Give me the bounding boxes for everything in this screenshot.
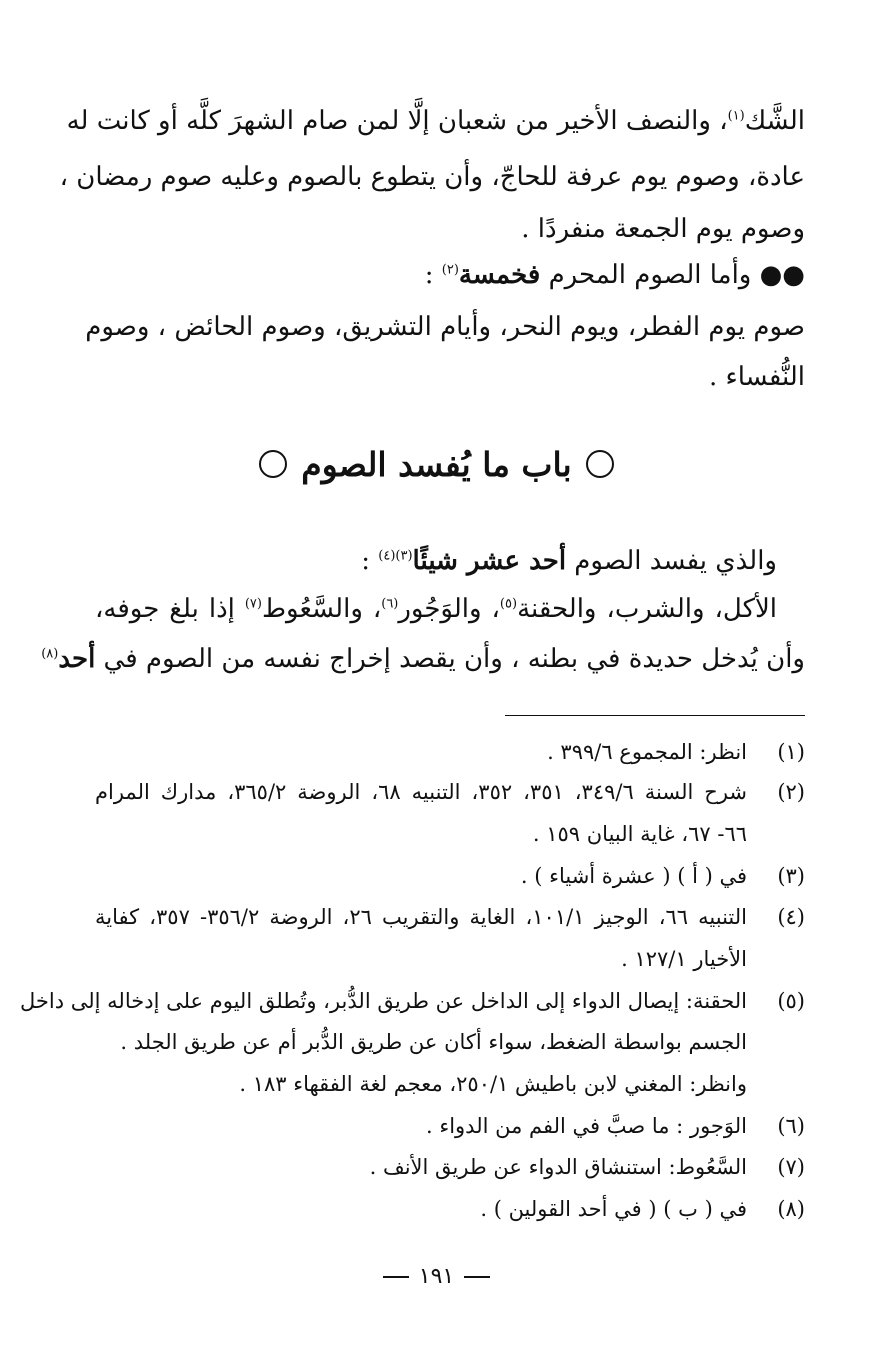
footnote-ref: (٣)(٤): [378, 548, 413, 564]
footnote-number: (٥): [777, 989, 805, 1013]
footnote-text: انظر: المجموع ٣٩٩/٦ .: [547, 740, 747, 764]
page-number-text: ١٩١: [418, 1264, 455, 1289]
footnote-text: شرح السنة ٣٤٩/٦، ٣٥١، ٣٥٢، التنبيه ٦٨، الروضة ٣٦٥/٢، مدارك المرام: [95, 780, 748, 804]
footnote-ref: (٦): [381, 596, 399, 612]
footnote-text: التنبيه ٦٦، الوجيز ١٠١/١، الغاية والتقريب ٢٦، الروضة ٣٥٦/٢- ٣٥٧، كفاية: [95, 905, 747, 929]
footnote-text: في ( ب ) ( في أحد القولين ) .: [480, 1197, 747, 1221]
circle-ornament-icon: [586, 450, 614, 478]
section-heading-text: باب ما يُفسد الصوم: [301, 445, 572, 484]
footnote-number: (٨): [777, 1197, 805, 1221]
footnote-text: الوَجور : ما صبَّ في الفم من الدواء .: [425, 1114, 747, 1138]
footnote-number: (١): [777, 740, 805, 764]
main-text-line: والذي يفسد الصوم أحد عشر شيئًا$^{(٣)(٤)}$ :: [361, 546, 777, 576]
footnote-number: (٧): [777, 1155, 805, 1179]
footnote-number: (٢): [777, 780, 805, 804]
footnote-text: الأخيار ١٢٧/١ .: [621, 947, 747, 971]
footnote-ref: (٥): [499, 596, 518, 612]
footnote-text: الحقنة: إيصال الدواء إلى الداخل عن طريق الدُّبر، وتُطلق اليوم على إدخاله إلى داخل: [20, 989, 747, 1013]
footnote-ref: (١): [727, 108, 745, 124]
footnote-number: (٦): [777, 1114, 805, 1138]
main-text-line: ●● وأما الصوم المحرم فخمسة$^{(٢)}$ :: [424, 260, 805, 290]
main-text-line: وصوم يوم الجمعة منفردًا .: [521, 214, 805, 244]
main-text-line: صوم يوم الفطر، ويوم النحر، وأيام التشريق، وصوم الحائض ، وصوم: [85, 312, 805, 342]
dash-ornament: [383, 1276, 409, 1278]
main-text-line: وأن يُدخل حديدة في بطنه ، وأن يقصد إخراج نفسه من الصوم في أحد$^{(٨)}$: [41, 644, 805, 674]
page-number: [0, 1262, 873, 1292]
footnote-ref: (٧): [244, 596, 262, 612]
main-text-line: الشَّك$^{(١)}$، والنصف الأخير من شعبان إلَّا لمن صام الشهرَ كلَّه أو كانت له: [66, 106, 805, 136]
footnote-text: وانظر: المغني لابن باطيش ٢٥٠/١، معجم لغة الفقهاء ١٨٣ .: [239, 1072, 747, 1096]
footnote-ref: (٢): [441, 262, 459, 278]
footnote-text: في ( أ ) ( عشرة أشياء ) .: [520, 864, 747, 888]
footnote-separator: [505, 715, 805, 716]
footnote-text: السَّعُوط: استنشاق الدواء عن طريق الأنف .: [369, 1155, 747, 1179]
main-text-line: النُّفساء .: [708, 362, 805, 392]
circle-ornament-icon: [259, 450, 287, 478]
footnote-number: (٤): [777, 905, 805, 929]
dash-ornament: [464, 1276, 490, 1278]
footnote-ref: (٨): [41, 646, 59, 662]
footnote-text: ٦٦- ٦٧، غاية البيان ١٥٩ .: [532, 822, 747, 846]
main-text-line: الأكل، والشرب، والحقنة$^{(٥)}$، والوَجُور$^{(٦)}$، والسَّعُوط$^{(٧)}$ إذا بلغ جوفه،: [95, 594, 778, 624]
section-heading: [0, 440, 873, 490]
footnote-text: الجسم بواسطة الضغط، سواء أكان عن طريق الدُّبر أم عن طريق الجلد .: [120, 1030, 747, 1054]
footnote-number: (٣): [777, 864, 805, 888]
main-text-line: عادة، وصوم يوم عرفة للحاجّ، وأن يتطوع بالصوم وعليه صوم رمضان ،: [59, 162, 805, 192]
